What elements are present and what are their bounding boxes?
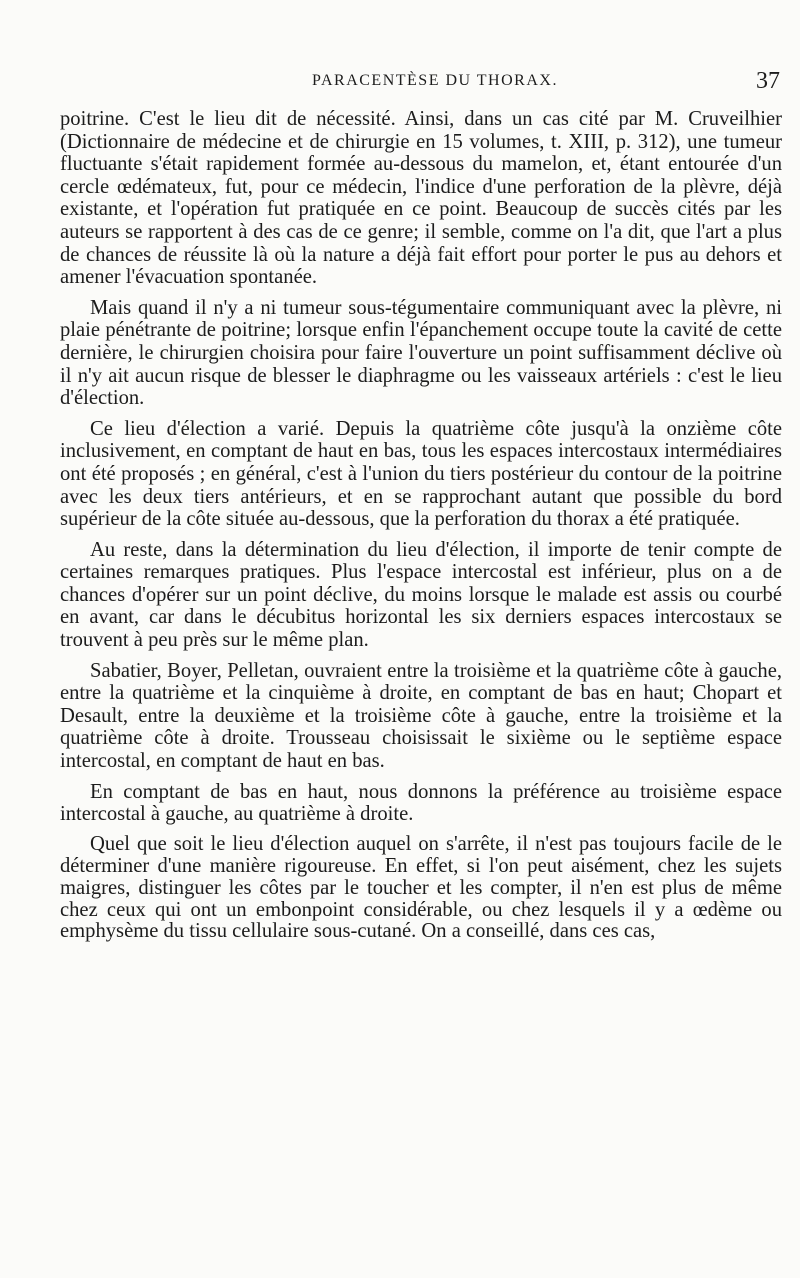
running-title: PARACENTÈSE DU THORAX. <box>312 72 558 89</box>
paragraph-preference: En comptant de bas en haut, nous donnons la préférence au troisième espace intercostal à gauche, au quatrième à droite. <box>60 780 782 826</box>
paragraph-determination: Quel que soit le lieu d'élection auquel on s'arrête, il n'est pas toujours facile de le déterminer d'une manière rigoureuse. En effet, si l'on peut aisément, chez les sujets maigres, distinguer les côtes par le toucher et les compter, il n'en est plus de même chez ceux qui ont un embonpoint considérable, ou chez lesquels il y a œdème ou emphysème du tissu cellulaire sous-cutané. On a conseillé, dans ces cas, <box>60 832 782 943</box>
page-number: 37 <box>756 68 780 94</box>
paragraph-lieu-varie: Ce lieu d'élection a varié. Depuis la quatrième côte jusqu'à la onzième côte inclusivement, en comptant de haut en bas, tous les espaces intercostaux intermédiaires ont été proposés ; en général, c'est à l'union du tiers postérieur du contour de la poitrine avec les deux tiers antérieurs, et en se rapprochant autant que possible du bord supérieur de la côte située au-dessous, que la perforation du thorax a été pratiquée. <box>60 417 782 531</box>
paragraph-auteurs: Sabatier, Boyer, Pelletan, ouvraient entre la troisième et la quatrième côte à gauche, entre la quatrième et la cinquième à droite, en comptant de bas en haut; Chopart et Desault, entre la deuxième et la troisième côte à gauche, entre la troisième et la quatrième côte à droite. Trousseau choisissait le sixième ou le septième espace intercostal, en comptant de haut en bas. <box>60 659 782 773</box>
body-text <box>60 108 782 951</box>
paragraph-lieu-de-necessite: poitrine. C'est le lieu dit de nécessité. Ainsi, dans un cas cité par M. Cruveilhier (Dictionnaire de médecine et de chirurgie en 15 volumes, t. XIII, p. 312), une tumeur fluctuante s'était rapidement formée au-dessous du mamelon, et, étant entourée d'un cercle œdémateux, fut, pour ce médecin, l'indice d'une perforation de la plèvre, déjà existante, et l'opération fut pratiquée en ce point. Beaucoup de succès cités par les auteurs se rapportent à des cas de ce genre; il semble, comme on l'a dit, que l'art a plus de chances de réussite là où la nature a déjà fait effort pour porter le pus au dehors et amener l'évacuation spontanée. <box>60 108 782 289</box>
running-head <box>90 68 780 94</box>
paragraph-remarques-pratiques: Au reste, dans la détermination du lieu d'élection, il importe de tenir compte de certaines remarques pratiques. Plus l'espace intercostal est inférieur, plus on a de chances d'opérer sur un point déclive, du moins lorsque le malade est assis ou courbé en avant, car dans le décubitus horizontal les six derniers espaces intercostaux se trouvent à peu près sur le même plan. <box>60 538 782 652</box>
paragraph-lieu-d-election: Mais quand il n'y a ni tumeur sous-tégumentaire communiquant avec la plèvre, ni plaie pénétrante de poitrine; lorsque enfin l'épanchement occupe toute la cavité de cette dernière, le chirurgien choisira pour faire l'ouverture un point suffisamment déclive où il n'y ait aucun risque de blesser le diaphragme ou les vaisseaux artériels : c'est le lieu d'élection. <box>60 296 782 410</box>
